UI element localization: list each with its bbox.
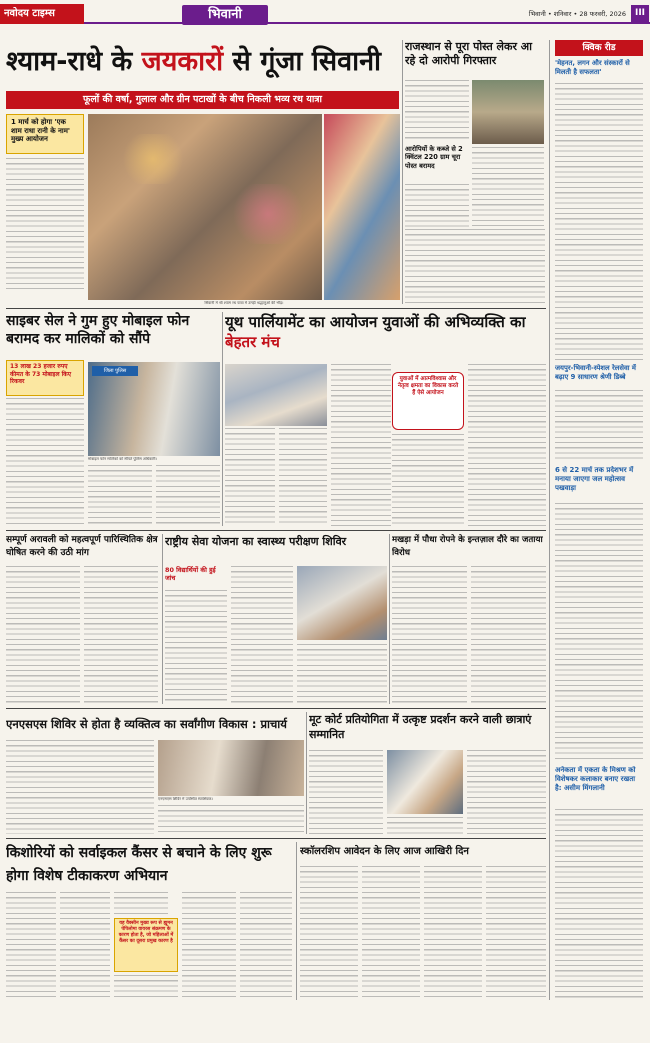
nss-photo (297, 566, 387, 640)
cyber-photo (88, 362, 220, 456)
moot-col1 (309, 750, 383, 834)
cancer-quote-text: यह वैक्सीन मुख्य रूप से ह्यूमन पेपिलोमा वायरस संक्रमण के कारण होता है, जो महिलाओं में कैंसर का दूसरा प्रमुख कारण है (118, 921, 174, 944)
lead-side-box (6, 114, 84, 154)
rajasthan-lower (405, 229, 545, 303)
moot-col3 (387, 817, 463, 834)
page-number: III (631, 5, 649, 22)
divider-makhada (389, 534, 390, 704)
makhada-col2 (471, 566, 546, 704)
nss-col2 (231, 566, 293, 704)
rajasthan-photo (472, 80, 544, 144)
cyber-col1 (6, 398, 84, 526)
aravali-col1 (6, 566, 80, 704)
brand-logo: नवोदय टाइम्स (4, 8, 55, 19)
ekta-headline: अनेकता में एकता के मिश्रण को विशेषकर कलाकार बनाए रखता है: असीम मिंगलानी (555, 766, 636, 792)
rajasthan-col2 (472, 147, 544, 227)
ekta-body (555, 809, 643, 999)
youth-col1 (225, 428, 275, 526)
divider-cyber (222, 312, 223, 526)
cyber-caption: मोबाइल फोन मालिकों को सौंपते पुलिस अधिकारी। (88, 457, 157, 461)
youth-col2 (279, 428, 327, 526)
dateline: भिवानी • शनिवार • 28 फरवरी, 2026 (528, 10, 626, 18)
rajasthan-subhead (405, 145, 469, 181)
rule-2 (6, 530, 546, 531)
ncc-caption: एनएसएस शिविर में उपस्थित स्वयंसेवक। (158, 797, 213, 801)
lead-strap: फूलों की वर्षा, गुलाल और ग्रीन पटाखों के बीच निकली भव्य रथ यात्रा (6, 91, 399, 109)
cancer-col1 (6, 892, 56, 1000)
jaipur-headline: जयपुर-भिवानी-स्पेशल रेलसेवा में बढ़ाए 9 साधारण श्रेणी डिब्बे (555, 364, 636, 381)
cancer-col2 (60, 892, 110, 1000)
cancer-headline: किशोरियों को सर्वाइकल कैंसर से बचाने के लिए शुरू होगा विशेष टीकाकरण अभियान (6, 845, 272, 884)
cyber-col3 (156, 465, 220, 526)
quick-read-headline: 'मेहनत, लगन और संस्कारों से मिलती है सफलता' (555, 59, 630, 76)
cancer-col3 (114, 892, 168, 916)
divider-lead (402, 40, 403, 304)
youth-col4b (392, 434, 464, 526)
youth-photo (225, 364, 327, 426)
cyber-banner: जिला पुलिस (92, 366, 138, 376)
lead-photo-highlight-2 (228, 184, 308, 244)
divider-moot (306, 712, 307, 834)
youth-col4 (468, 364, 546, 526)
page-bottom-strip (0, 1004, 650, 1043)
quick-col-a (555, 83, 643, 303)
nss-sub-box (165, 566, 227, 588)
moot-col2 (467, 750, 546, 834)
quick-col-b (555, 307, 643, 362)
rule-3 (6, 708, 546, 709)
lead-photo-right (324, 114, 400, 300)
lead-photo-caption: सिवानी में श्री श्याम रथ यात्रा में उमड़ी श्रद्धालुओं की भीड़। (204, 301, 284, 305)
lead-headline-part2: से गूंजा सिवानी (223, 46, 382, 77)
youth-quote-box (392, 372, 464, 430)
moot-photo (387, 750, 463, 814)
cancer-col5 (240, 892, 292, 1000)
aravali-headline: सम्पूर्ण अरावली को महत्वपूर्ण पारिस्थितिक क्षेत्र घोषित करने की उठी मांग (6, 535, 158, 558)
youth-headline (225, 312, 547, 362)
lead-photo-highlight (118, 134, 188, 184)
section-title: भिवानी (182, 5, 268, 25)
youth-col3 (331, 364, 391, 526)
cyber-col2 (88, 465, 152, 526)
aravali-col2 (84, 566, 158, 704)
cyber-subhead-text: 13 लाख 23 हजार रुपए कीमत के 73 मोबाइल किए रिकवर (10, 363, 72, 386)
nss-sub-text: 80 विद्यार्थियों की हुई जांच (165, 566, 216, 582)
lead-headline-highlight: जयकारों (141, 46, 224, 77)
lead-side-box-text: 1 मार्च को होगा 'एक शाम राधा रानी के नाम' मुख्य आयोजन (11, 118, 71, 144)
nss-headline: राष्ट्रीय सेवा योजना का स्वास्थ्य परीक्षण शिविर (165, 535, 347, 548)
nss-col1 (165, 590, 227, 704)
moot-headline: मूट कोर्ट प्रतियोगिता में उत्कृष्ट प्रदर्शन करने वाली छात्राएं सम्मानित (309, 713, 532, 741)
rajasthan-subhead-text: आरोपियों के कब्जे से 2 क्विंटल 220 ग्राम चूरा पोस्त बरामद (405, 145, 463, 170)
youth-headline-highlight: बेहतर मंच (225, 333, 280, 351)
brand-block (0, 4, 84, 24)
cyber-headline: साइबर सेल ने गुम हुए मोबाइल फोन बरामद कर मालिकों को सौंपे (6, 313, 190, 347)
divider-scholar (296, 842, 297, 1000)
scholar-col2 (362, 866, 420, 1000)
rajasthan-col1-bottom (405, 184, 469, 228)
lead-photo (88, 114, 322, 300)
jaipur-body (555, 390, 643, 462)
masthead-top-strip (0, 0, 650, 5)
quick-read-label: क्विक रीड (555, 40, 643, 56)
ncc-photo (158, 740, 304, 796)
lead-headline (6, 40, 401, 86)
cancer-quote-box (114, 918, 178, 972)
nss-col3 (297, 644, 387, 704)
cyber-subhead-box (6, 360, 84, 396)
makhada-headline: मखड़ा में पौधा रोपने के इन्तज़ाल दौरे का जताया विरोध (392, 535, 543, 558)
rajasthan-headline: राजस्थान से पूरा पोस्त लेकर आ रहे दो आरोपी गिरफ्तार (405, 40, 533, 67)
divider-aravali (162, 534, 163, 704)
lead-headline-part1: श्याम-राधे के (6, 46, 142, 77)
scholar-col4 (486, 866, 546, 1000)
scholar-col3 (424, 866, 482, 1000)
scholar-col1 (300, 866, 358, 1000)
makhada-col1 (392, 566, 467, 704)
rule-4 (6, 838, 546, 839)
masthead (0, 0, 650, 28)
march22-headline: 6 से 22 मार्च तक प्रदेशभर में मनाया जाएगा जल महोत्सव पखवाड़ा (555, 466, 634, 492)
rule-1 (6, 308, 546, 309)
ncc-body-left (6, 740, 154, 834)
scholar-headline: स्कॉलरशिप आवेदन के लिए आज आखिरी दिन (300, 846, 469, 857)
march22-body (555, 503, 643, 763)
cancer-col3b (114, 975, 178, 1000)
rajasthan-col1-top (405, 80, 469, 142)
lead-col1 (6, 158, 84, 293)
youth-headline-part1: यूथ पार्लियामेंट का आयोजन युवाओं की अभिव्यक्ति का (225, 313, 526, 331)
ncc-headline: एनएसएस शिविर से होता है व्यक्तित्व का सर्वांगीण विकास : प्राचार्य (6, 717, 287, 731)
ncc-body-right (158, 805, 304, 834)
masthead-bar (84, 22, 650, 24)
cancer-col4 (182, 892, 236, 1000)
youth-quote-text: युवाओं में आत्मविश्वास और नेतृत्व क्षमता का विकास करते हैं ऐसे आयोजन (397, 376, 459, 396)
